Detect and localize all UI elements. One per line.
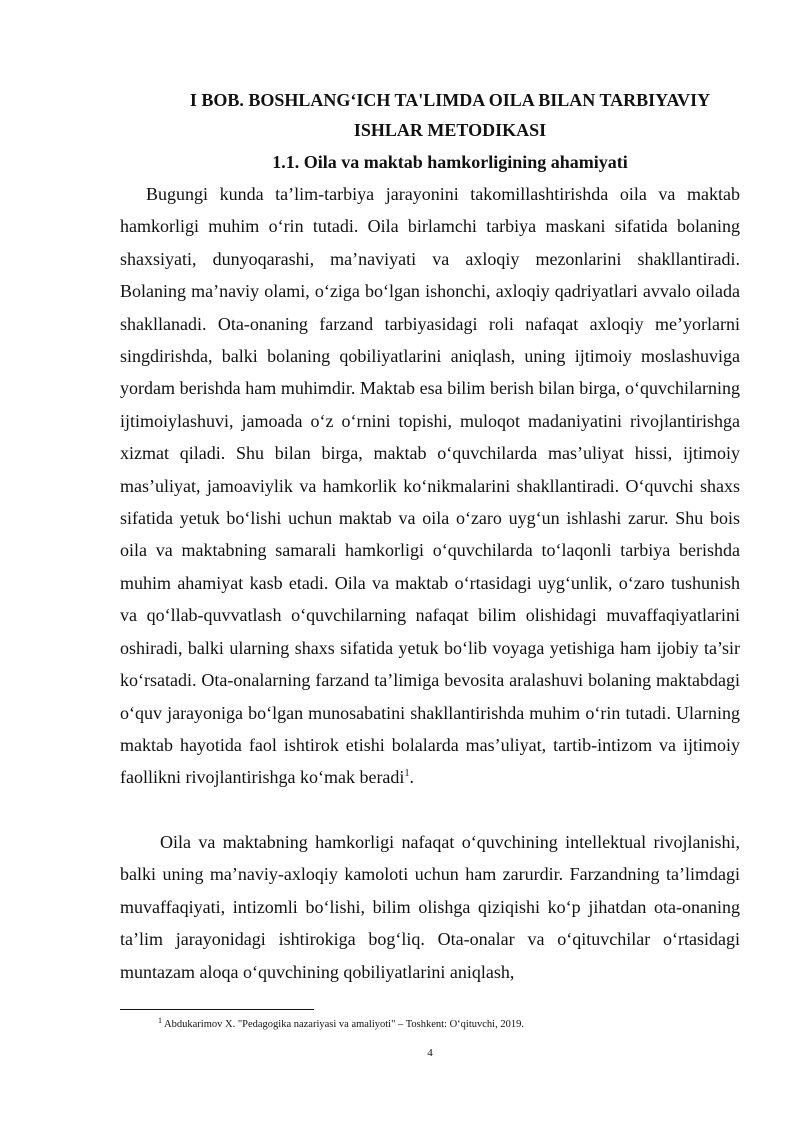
paragraph-1-text: Bugungi kunda ta’lim-tarbiya jarayonini takomillashtirishda oila va maktab hamkorligi muhim o‘rin tutadi. Oila birlamchi tarbiya maskani sifatida bolaning shaxsiyati, dunyoqarashi, ma’naviyati va axloqiy mezonlarini shakllantiradi. Bolaning ma’naviy olami, o‘ziga bo‘lgan ishonchi, axloqiy qadriyatlari avvalo oilada shakllanadi. Ota-onaning farzand tarbiyasidagi roli nafaqat axloqiy me’yorlarni singdirishda, balki bolaning qobiliyatlarini aniqlash, uning ijtimoiy moslashuviga yordam berishda ham muhimdir. Maktab esa bilim berish bilan birga, o‘quvchilarning ijtimoiylashuvi, jamoada o‘z o‘rnini topishi, muloqot madaniyatini rivojlantirishga xizmat qiladi. Shu bilan birga, maktab o‘quvchilarda mas’uliyat hissi, ijtimoiy mas’uliyat, jamoaviylik va hamkorlik ko‘nikmalarini shakllantiradi. O‘quvchi shaxs sifatida yetuk bo‘lishi uchun maktab va oila o‘zaro uyg‘un ishlashi zarur. Shu bois oila va maktabning samarali hamkorligi o‘quvchilarda to‘laqonli tarbiya berishda muhim ahamiyat kasb etadi. Oila va maktab o‘rtasidagi uyg‘unlik, o‘zaro tushunish va qo‘llab-quvvatlash o‘quvchilarning nafaqat bilim olishidagi muvaffaqiyatlarini oshiradi, balki ularning shaxs sifatida yetuk bo‘lib voyaga yetishiga ham ijobiy ta’sir ko‘rsatadi. Ota-onalarning farzand ta’limiga bevosita aralashuvi bolaning maktabdagi o‘quv jarayoniga bo‘lgan munosabatini shakllantirishda muhim o‘rin tutadi. Ularning maktab hayotida faol ishtirok etishi bolalarda mas’uliyat, tartib-intizom va ijtimoiy faollikni rivojlantirishga ko‘mak beradi [120,184,740,788]
chapter-title-line-2: ISHLAR METODIKASI [353,120,547,140]
footnote-text: Abdukarimov X. "Pedagogika nazariyasi va amaliyoti" – Toshkent: O‘qituvchi, 2019. [162,1019,524,1030]
paragraph-1-end: . [409,767,414,788]
footnote-reference[interactable]: 1 [404,768,410,780]
page-number: 4 [427,1047,433,1059]
paragraph-1 [120,178,740,794]
section-title: 1.1. Oila va maktab hamkorligining ahamiyati [272,152,628,172]
footnote [158,1018,758,1032]
chapter-title-line-1: I BOB. BOSHLANG‘ICH TA'LIMDA OILA BILAN TARBIYAVIY [189,90,711,110]
footnote-divider [120,1009,314,1010]
footnote-marker: 1 [158,1016,162,1025]
paragraph-2: Oila va maktabning hamkorligi nafaqat o‘quvchining intellektual rivojlanishi, balki uning ma’naviy-axloqiy kamoloti uchun ham zarurdir. Farzandning ta’limdagi muvaffaqiyati, intizomli bo‘lishi, bilim olishga qiziqishi ko‘p jihatdan ota-onaning ta’lim jarayonidagi ishtirokiga bog‘liq. Ota-onalar va o‘qituvchilar o‘rtasidagi muntazam aloqa o‘quvchining qobiliyatlarini aniqlash, [120,832,740,982]
